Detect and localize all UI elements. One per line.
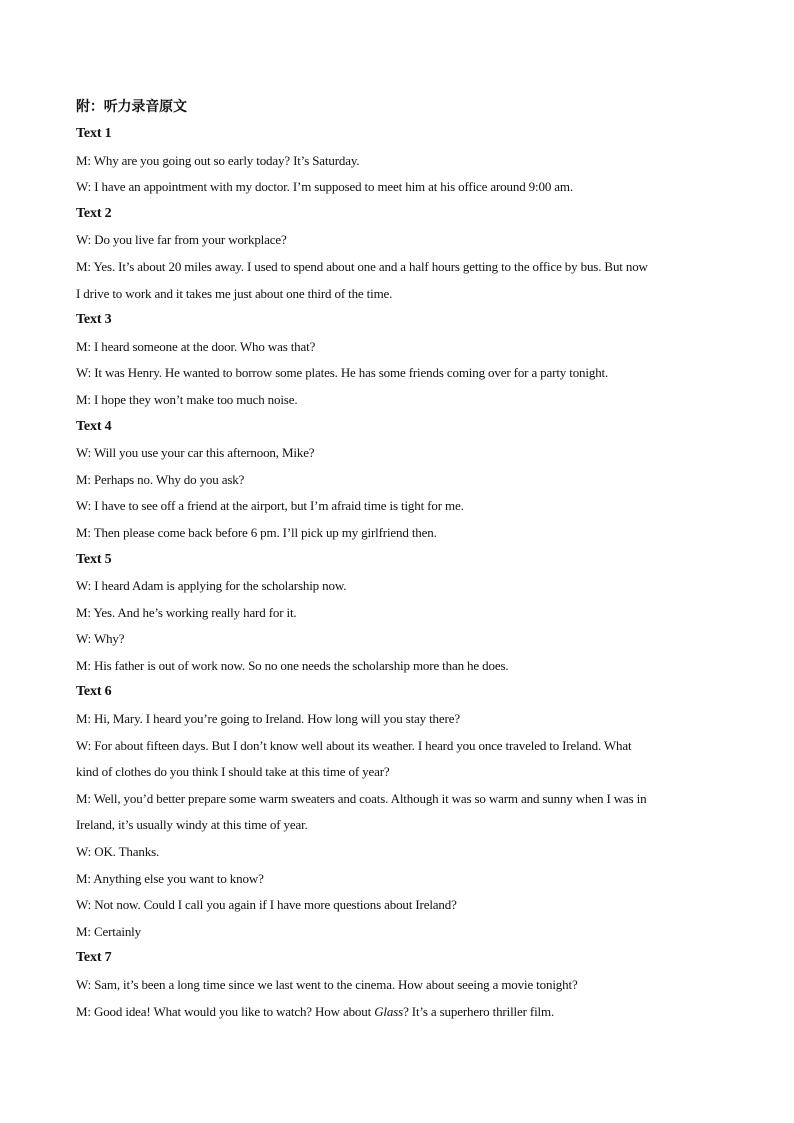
dialog-line: Ireland, it’s usually windy at this time of year. [76, 817, 308, 833]
section-title-text-1: Text 1 [76, 126, 112, 141]
dialog-line: M: Well, you’d better prepare some warm sweaters and coats. Although it was so warm and sunny when I was in [76, 790, 647, 806]
dialog-line: M: Anything else you want to know? [76, 870, 264, 886]
dialog-line: M: I hope they won’t make too much noise. [76, 391, 298, 407]
dialog-line: M: I heard someone at the door. Who was that? [76, 338, 316, 354]
section-title-text-7: Text 7 [76, 950, 112, 966]
dialog-line: W: Why? [76, 631, 125, 647]
section-title-text-5: Text 5 [76, 551, 112, 567]
section-title-text-4: Text 4 [76, 418, 112, 434]
dialog-line: W: Not now. Could I call you again if I have more questions about Ireland? [76, 897, 457, 913]
document-page [76, 95, 726, 1025]
dialog-line: W: I have to see off a friend at the airport, but I’m afraid time is tight for me. [76, 498, 464, 514]
dialog-line: W: Sam, it’s been a long time since we last went to the cinema. How about seeing a movie tonight? [76, 977, 578, 992]
dialog-line: M: Certainly [76, 923, 141, 939]
dialog-line: W: Do you live far from your workplace? [76, 232, 287, 248]
movie-title: Glass [374, 1003, 404, 1019]
section-title-text-6: Text 6 [76, 684, 112, 700]
dialog-line: M: Why are you going out so early today? It’s Saturday. [76, 152, 360, 168]
dialog-line: M: Yes. And he’s working really hard for it. [76, 604, 297, 620]
dialog-line: I drive to work and it takes me just about one third of the time. [76, 285, 393, 301]
dialog-text: M: Good idea! What would you like to watch? How about [76, 1003, 375, 1019]
dialog-line: W: OK. Thanks. [76, 844, 160, 860]
dialog-line: M: His father is out of work now. So no one needs the scholarship more than he does. [76, 657, 509, 673]
dialog-text: ? It’s a superhero thriller film. [403, 1003, 555, 1019]
dialog-line: M: Perhaps no. Why do you ask? [76, 471, 245, 487]
dialog-line: W: I have an appointment with my doctor. I’m supposed to meet him at his office around 9:00 am. [76, 179, 573, 195]
document-heading: 附：听力录音原文 [76, 100, 187, 115]
dialog-line: M: Yes. It’s about 20 miles away. I used to spend about one and a half hours getting to the office by bus. But now [76, 258, 648, 274]
dialog-line: W: I heard Adam is applying for the scholarship now. [76, 578, 347, 594]
dialog-line: kind of clothes do you think I should take at this time of year? [76, 764, 390, 780]
section-title-text-2: Text 2 [76, 205, 112, 221]
dialog-line: W: For about fifteen days. But I don’t know well about its weather. I heard you once traveled to Ireland. What [76, 737, 632, 753]
dialog-line-with-title [76, 999, 726, 1026]
section-title-text-3: Text 3 [76, 312, 112, 328]
dialog-line: M: Then please come back before 6 pm. I’ll pick up my girlfriend then. [76, 524, 437, 540]
dialog-line: W: It was Henry. He wanted to borrow some plates. He has some friends coming over for a party tonight. [76, 365, 609, 381]
dialog-line: M: Hi, Mary. I heard you’re going to Ireland. How long will you stay there? [76, 711, 460, 727]
dialog-line: W: Will you use your car this afternoon, Mike? [76, 445, 315, 461]
